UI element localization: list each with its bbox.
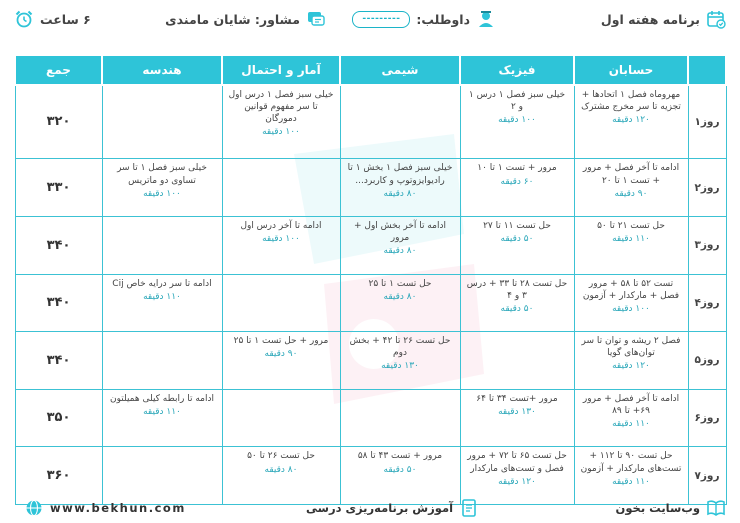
cell-geometry bbox=[102, 274, 222, 332]
col-header-physics: فیزیک bbox=[460, 55, 574, 85]
cell-geometry bbox=[102, 389, 222, 447]
day-label: روز۵ bbox=[688, 332, 726, 390]
header-row bbox=[15, 55, 726, 85]
task-text: حل تست ۲۸ تا ۳۳ + درس ۳ و ۴ bbox=[466, 278, 568, 301]
cell-statistics bbox=[222, 274, 340, 332]
site-brand bbox=[616, 498, 726, 518]
row-total: ۳۴۰ bbox=[15, 332, 102, 390]
alarm-clock-icon bbox=[14, 9, 34, 29]
duration-text: ۱۱۰ دقیقه bbox=[143, 291, 181, 302]
task-text: حل تست ۶۵ تا ۷۲ + مرور فصل و تست‌های مارکدار bbox=[467, 451, 567, 474]
duration-text: ۱۰۰ دقیقه bbox=[612, 303, 650, 314]
duration-text: ۵۰ دقیقه bbox=[500, 234, 534, 245]
task-text: حل تست ۲۶ تا ۴۲ + بخش دوم bbox=[349, 336, 451, 359]
advisor-text: مشاور: شایان مامندی bbox=[165, 11, 300, 27]
planning-label: آموزش برنامه‌ریزی درسی bbox=[306, 501, 454, 515]
task-text: ادامه تا آخر فصل + مرور + تست ۱ تا ۲۰ bbox=[582, 163, 680, 186]
task-text: ادامه تا سر درایه خاص Cij bbox=[112, 278, 212, 289]
cell-statistics bbox=[222, 159, 340, 217]
plan-title-text: برنامه هفته اول bbox=[600, 11, 700, 27]
duration-text: ۸۰ دقیقه bbox=[383, 291, 417, 302]
globe-icon bbox=[24, 498, 44, 518]
day-label: روز۱ bbox=[688, 85, 726, 159]
col-header-statistics: آمار و احتمال bbox=[222, 55, 340, 85]
schedule-table-wrap bbox=[14, 54, 725, 505]
day-label: روز۴ bbox=[688, 274, 726, 332]
duration-text: ۱۲۰ دقیقه bbox=[498, 476, 536, 487]
cell-calculus bbox=[574, 159, 688, 217]
task-text: تست ۵۲ تا ۵۸ + مرور فصل + مارکدار + آزمون bbox=[582, 278, 680, 301]
task-text: خیلی سبز فصل ۱ بخش ۱ تا رادیوایزوتوپ و کاربرد... bbox=[347, 163, 453, 186]
task-text: مرور + تست ۴۳ تا ۵۸ bbox=[357, 451, 443, 462]
row-total: ۳۶۰ bbox=[15, 447, 102, 505]
col-header-chemistry: شیمی bbox=[340, 55, 460, 85]
table-row bbox=[15, 217, 726, 275]
duration-text: ۹۰ دقیقه bbox=[614, 188, 648, 199]
corner-cell bbox=[688, 55, 726, 85]
page-header bbox=[14, 5, 726, 33]
duration-text: ۱۲۰ دقیقه bbox=[612, 361, 650, 372]
task-text: فصل ۲ ریشه و توان تا سر توان‌های گویا bbox=[581, 336, 681, 359]
page-footer bbox=[14, 496, 726, 518]
duration-text: ۱۰۰ دقیقه bbox=[262, 234, 300, 245]
table-row bbox=[15, 85, 726, 159]
duration-text: ۸۰ دقیقه bbox=[383, 246, 417, 257]
book-icon bbox=[706, 498, 726, 518]
duration-text: ۱۱۰ دقیقه bbox=[143, 406, 181, 417]
task-text: مهروماه فصل ۱ اتحادها + تجزیه تا سر مخرج مشترک bbox=[581, 90, 681, 113]
cell-physics bbox=[460, 159, 574, 217]
cell-statistics bbox=[222, 332, 340, 390]
cell-chemistry bbox=[340, 159, 460, 217]
cell-geometry bbox=[102, 332, 222, 390]
cell-physics bbox=[460, 85, 574, 159]
duration-text: ۶۰ دقیقه bbox=[500, 176, 534, 187]
col-header-calculus: حسابان bbox=[574, 55, 688, 85]
table-row bbox=[15, 332, 726, 390]
student-field bbox=[352, 9, 496, 29]
duration-text: ۱۱۰ دقیقه bbox=[612, 234, 650, 245]
col-header-total: جمع bbox=[15, 55, 102, 85]
duration-text: ۱۱۰ دقیقه bbox=[612, 476, 650, 487]
cell-calculus bbox=[574, 389, 688, 447]
document-icon bbox=[459, 498, 479, 518]
cell-chemistry bbox=[340, 389, 460, 447]
task-text: خیلی سبز فصل ۱ درس ۱ و ۲ bbox=[468, 90, 566, 113]
duration-text: ۱۰۰ دقیقه bbox=[262, 127, 300, 138]
task-text: خیلی سبز فصل ۱ تا سر تساوی دو ماتریس bbox=[117, 163, 207, 186]
planning-brand bbox=[306, 498, 479, 518]
site-label: وب‌سایت بخون bbox=[615, 501, 700, 515]
duration-text: ۱۳۰ دقیقه bbox=[381, 361, 419, 372]
chat-icon bbox=[306, 9, 326, 29]
student-icon bbox=[476, 9, 496, 29]
cell-statistics bbox=[222, 85, 340, 159]
day-label: روز۲ bbox=[688, 159, 726, 217]
row-total: ۳۴۰ bbox=[15, 217, 102, 275]
task-text: حل تست ۹۰ تا ۱۱۲ + تست‌های مارکدار + آزمون bbox=[580, 451, 682, 474]
student-label: داوطلب: bbox=[416, 11, 470, 27]
calendar-icon bbox=[706, 9, 726, 29]
task-text: حل تست ۲۶ تا ۵۰ bbox=[247, 451, 315, 462]
cell-physics bbox=[460, 274, 574, 332]
task-text: حل تست ۱ تا ۲۵ bbox=[368, 278, 432, 289]
cell-chemistry bbox=[340, 332, 460, 390]
student-value[interactable]: --------- bbox=[352, 11, 410, 28]
duration-text: ۹۰ دقیقه bbox=[264, 349, 298, 360]
row-total: ۳۲۰ bbox=[15, 85, 102, 159]
task-text: ادامه تا آخر بخش اول + مرور bbox=[354, 221, 446, 244]
cell-calculus bbox=[574, 274, 688, 332]
hours-text: ۶ ساعت bbox=[40, 11, 91, 27]
row-total: ۳۳۰ bbox=[15, 159, 102, 217]
task-text: ادامه تا آخر درس اول bbox=[240, 221, 322, 232]
cell-chemistry bbox=[340, 274, 460, 332]
row-total: ۳۵۰ bbox=[15, 389, 102, 447]
day-label: روز۷ bbox=[688, 447, 726, 505]
cell-physics bbox=[460, 217, 574, 275]
cell-geometry bbox=[102, 85, 222, 159]
table-row bbox=[15, 389, 726, 447]
cell-calculus bbox=[574, 217, 688, 275]
task-text: مرور + حل تست ۱ تا ۲۵ bbox=[233, 336, 329, 347]
schedule-body bbox=[15, 85, 726, 505]
cell-statistics bbox=[222, 389, 340, 447]
table-row bbox=[15, 159, 726, 217]
cell-chemistry bbox=[340, 85, 460, 159]
day-label: روز۳ bbox=[688, 217, 726, 275]
task-text: ادامه تا آخر فصل + مرور ۶۹+ تا ۸۹ bbox=[582, 393, 680, 416]
day-label: روز۶ bbox=[688, 389, 726, 447]
table-row bbox=[15, 274, 726, 332]
task-text: مرور + تست ۱ تا ۱۰ bbox=[477, 163, 557, 174]
col-header-geometry: هندسه bbox=[102, 55, 222, 85]
advisor-field bbox=[165, 9, 326, 29]
cell-geometry bbox=[102, 217, 222, 275]
task-text: حل تست ۲۱ تا ۵۰ bbox=[597, 221, 665, 232]
duration-text: ۱۰۰ دقیقه bbox=[498, 115, 536, 126]
duration-text: ۱۱۰ دقیقه bbox=[612, 419, 650, 430]
duration-text: ۸۰ دقیقه bbox=[264, 464, 298, 475]
duration-text: ۱۳۰ دقیقه bbox=[498, 406, 536, 417]
cell-physics bbox=[460, 332, 574, 390]
row-total: ۳۴۰ bbox=[15, 274, 102, 332]
duration-text: ۵۰ دقیقه bbox=[500, 303, 534, 314]
website-link[interactable] bbox=[24, 498, 186, 518]
website-url[interactable]: www.bekhun.com bbox=[50, 501, 186, 515]
duration-text: ۸۰ دقیقه bbox=[383, 188, 417, 199]
task-text: مرور +تست ۳۴ تا ۶۴ bbox=[476, 393, 558, 404]
cell-physics bbox=[460, 389, 574, 447]
cell-geometry bbox=[102, 159, 222, 217]
schedule-table bbox=[14, 54, 727, 505]
duration-text: ۱۲۰ دقیقه bbox=[612, 115, 650, 126]
plan-title bbox=[601, 9, 726, 29]
duration-text: ۱۰۰ دقیقه bbox=[143, 188, 181, 199]
duration-text: ۵۰ دقیقه bbox=[383, 464, 417, 475]
cell-statistics bbox=[222, 217, 340, 275]
task-text: ادامه تا رابطه کیلی همیلتون bbox=[109, 393, 214, 404]
hours-field bbox=[14, 9, 91, 29]
cell-calculus bbox=[574, 332, 688, 390]
cell-calculus bbox=[574, 85, 688, 159]
cell-chemistry bbox=[340, 217, 460, 275]
task-text: حل تست ۱۱ تا ۲۷ bbox=[483, 221, 551, 232]
task-text: خیلی سبز فصل ۱ درس اول تا سر مفهوم قوانین دمورگان bbox=[228, 90, 334, 125]
